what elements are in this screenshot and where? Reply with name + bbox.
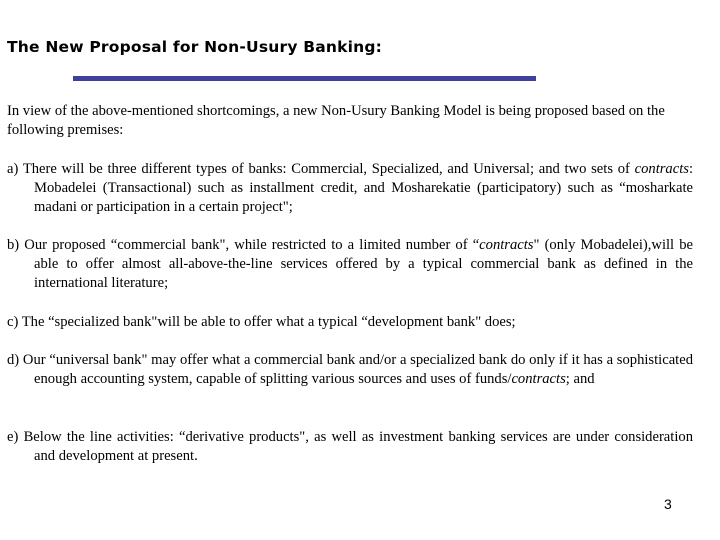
premise-text: Our proposed “commercial bank", while restricted to a limited number of “: [24, 237, 480, 253]
premise-item-a: [7, 160, 693, 217]
premise-item-c: [7, 313, 693, 332]
premise-emphasis: contracts: [511, 371, 566, 387]
title-underline-rule: [73, 76, 536, 81]
premise-emphasis: contracts: [479, 237, 534, 253]
intro-paragraph: [7, 102, 693, 140]
premise-item-d: [7, 351, 693, 389]
slide-title: The New Proposal for Non-Usury Banking:: [7, 38, 383, 56]
premise-label: b): [7, 237, 20, 253]
premise-emphasis: contracts: [634, 161, 689, 177]
premise-label: e): [7, 429, 19, 445]
title-underline-bar: [73, 76, 536, 81]
premise-text-continued: ; and: [565, 371, 595, 387]
premise-label: c): [7, 314, 19, 330]
premise-text: There will be three different types of banks: Commercial, Specialized, and Universal; and two sets of: [22, 161, 630, 177]
premise-item-b: [7, 236, 693, 293]
premise-item-e: [7, 428, 693, 466]
premise-label: a): [7, 161, 19, 177]
premise-text-continued: : Mobadelei (Transactional) such as installment credit, and Mosharekatie (participatory) such as “mosharkate madani or participation in a certain project";: [34, 161, 694, 215]
premise-label: d): [7, 352, 20, 368]
intro-text: In view of the above-mentioned shortcomings, a new Non-Usury Banking Model is being proposed based on the following premises:: [7, 103, 665, 138]
page-number: 3: [664, 496, 672, 512]
premise-text: Below the line activities: “derivative products", as well as investment banking services are under consideration and development at present.: [23, 429, 693, 464]
premise-text-continued: " (only Mobadelei),will be able to offer almost all-above-the-line services offered by a typical commercial bank as defined in the international literature;: [34, 237, 693, 291]
premise-text: The “specialized bank"will be able to offer what a typical “development bank" does;: [21, 314, 516, 330]
premise-text: Our “universal bank" may offer what a commercial bank and/or a specialized bank do only if it has a sophisticated enough accounting system, capable of splitting various sources and uses of funds/: [22, 352, 693, 387]
